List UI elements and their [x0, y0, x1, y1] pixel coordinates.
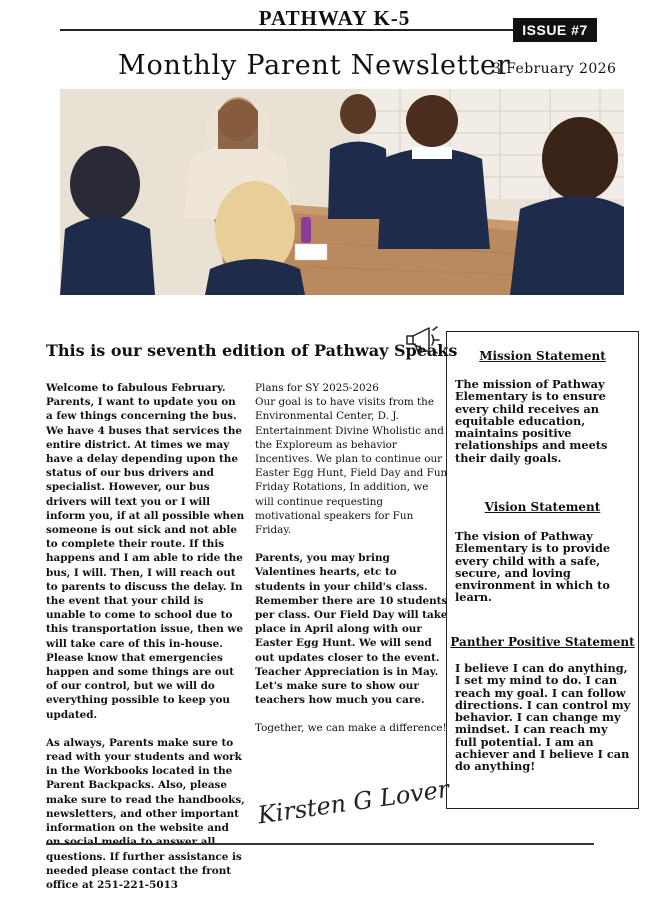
plans-title: Plans for SY 2025-2026 — [255, 382, 379, 394]
vision-title: Vision Statement — [484, 500, 601, 514]
closing-line: Together, we can make a difference! — [255, 722, 447, 735]
school-name: PATHWAY K-5 — [258, 6, 411, 30]
mission-title: Mission Statement — [479, 349, 606, 363]
newsletter-date: 3 February 2026 — [492, 61, 617, 77]
mission-text: The mission of Pathway Elementary is to ensure every child receives an equitable education, maintains positive relationships and meets their daily goals. — [455, 377, 608, 465]
body-column-right — [255, 381, 449, 750]
signature-text: Kirsten G Lover — [256, 774, 451, 830]
body-column-left — [46, 381, 246, 906]
signature — [253, 773, 451, 830]
statements-sidebar — [446, 331, 639, 809]
plans-paragraph: Our goal is to have visits from the Environmental Center, D. J. Entertainment Divine Wholistic and the Exploreum as behavior Incentives. We plan to continue our Easter Egg Hunt, Field Day and Fun Friday Rotations, In addition, we will continue requesting motivational speakers for Fun Friday. — [255, 396, 448, 537]
vision-text: The vision of Pathway Elementary is to provide every child with a safe, secure, and loving environment in which to learn. — [455, 529, 611, 605]
panther-title: Panther Positive Statement — [450, 635, 635, 649]
classroom-photo — [60, 89, 624, 295]
newsletter-title: Monthly Parent Newsletter — [118, 50, 511, 81]
issue-badge: ISSUE #7 — [513, 18, 597, 42]
bus-update-paragraph: Welcome to fabulous February. Parents, I want to update you on a few things concerning the bus. We have 4 buses that services the entire district. At times we may have a delay depending upon the status of our bus drivers and specialist. However, our bus drivers will text you or I will inform you, if at all possible when someone is out sick and not able to complete their route. If this happens and I am able to ride the bus, I will. Then, I will reach out to parents to discuss the delay. In the event that your child is unable to come to school due to this transportation issue, then we will take care of this in-house. Please know that emergencies happen and some things are out of our control, but we will do everything possible to keep you updated. — [46, 382, 245, 721]
panther-text: I believe I can do anything, I set my mind to do. I can reach my goal. I can follow directions. I can control my behavior. I can change my mindset. I can reach my full potential. I am an achiever and I believe I can do anything! — [455, 661, 631, 774]
footer-rule — [46, 843, 594, 845]
valentines-paragraph: Parents, you may bring Valentines hearts, etc to students in your child's class. Remember there are 10 students per class. Our Field Day will take place in April along with our Easter Egg Hunt. We will send out updates closer to the event. Teacher Appreciation is in May. Let's make sure to show our teachers how much you care. — [255, 552, 448, 707]
headline: This is our seventh edition of Pathway Speaks — [46, 341, 458, 360]
megaphone-icon — [403, 324, 441, 356]
reading-reminder-paragraph: As always, Parents make sure to read with your students and work in the Workbooks located in the Parent Backpacks. Also, please make sure to read the handbooks, newsletters, and other important information on the website and questions. If further assistance is needed please contact the front office at 251-221-5013 — [46, 736, 245, 891]
